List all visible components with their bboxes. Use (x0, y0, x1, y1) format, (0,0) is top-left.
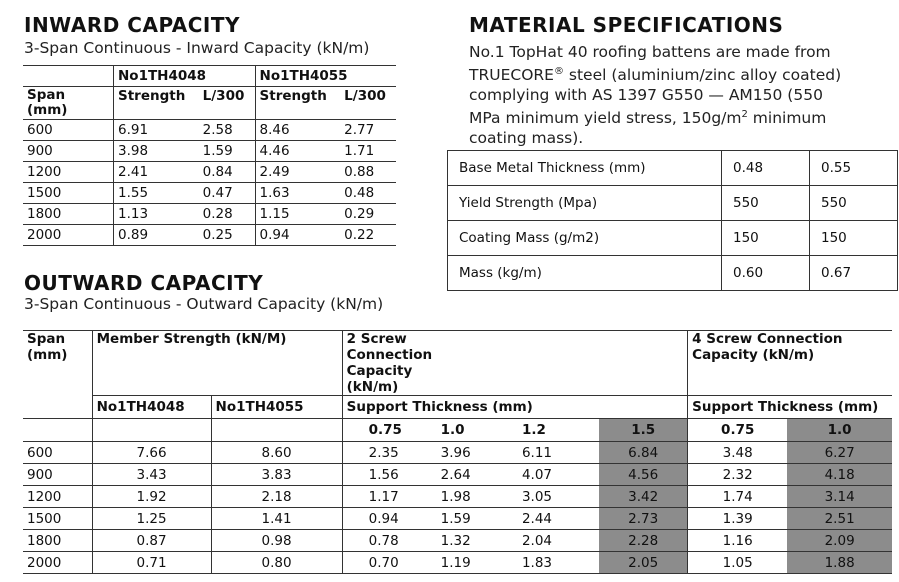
value-cell: 3.43 (92, 464, 211, 486)
table-header-row (23, 396, 892, 419)
table-row (23, 225, 396, 246)
value-cell: 1.13 (114, 204, 199, 225)
span-cell: 1500 (27, 510, 62, 527)
material-specifications-title: MATERIAL SPECIFICATIONS (469, 13, 784, 37)
value-cell: 1.71 (344, 143, 375, 159)
value-cell: 2.44 (521, 510, 552, 527)
table-header-row (23, 87, 396, 120)
two-screw-header-text: 2 Screw Connection Capacity (kN/m) (346, 331, 433, 395)
table-row (448, 221, 898, 256)
span-cell: 1500 (27, 185, 62, 201)
spec-label: Coating Mass (g/m2) (448, 221, 722, 256)
value-cell: 4.07 (521, 466, 552, 483)
value-cell: 2.64 (440, 466, 471, 483)
spec-label: Yield Strength (Mpa) (448, 186, 722, 221)
value-cell: 1.55 (114, 183, 199, 204)
value-cell: 1.88 (787, 552, 892, 574)
value-cell: 1.15 (255, 204, 340, 225)
empty-header-cell (23, 66, 114, 87)
value-cell: 4.56 (599, 464, 687, 486)
support-thickness-header: Support Thickness (mm) (688, 396, 892, 419)
spec-label: Mass (kg/m) (448, 256, 722, 291)
registered-mark: ® (553, 66, 564, 77)
span-cell: 900 (27, 466, 53, 483)
value-cell: 1.63 (255, 183, 340, 204)
value-cell: 3.48 (688, 442, 788, 464)
value-cell: 0.48 (344, 185, 375, 201)
table-row (448, 186, 898, 221)
thickness-15: 1.5 (599, 419, 687, 442)
thickness-10: 1.0 (440, 422, 465, 438)
value-cell: 1.59 (440, 510, 471, 527)
value-cell: 0.22 (344, 227, 375, 243)
value-cell: 1.17 (342, 486, 437, 508)
value-cell: 2.35 (342, 442, 437, 464)
no1th4048-header: No1TH4048 (92, 396, 211, 419)
value-cell: 0.71 (92, 552, 211, 574)
two-screw-header (342, 331, 688, 396)
table-header-row (23, 331, 892, 396)
span-header: Span (mm) (27, 331, 68, 363)
span-header: Span (mm) (27, 87, 68, 118)
value-cell: 2.05 (599, 552, 687, 574)
value-cell: 7.66 (92, 442, 211, 464)
spec-value: 550 (722, 186, 810, 221)
table-row (23, 120, 396, 141)
four-screw-header (688, 331, 892, 396)
empty-header-cell (23, 419, 92, 442)
value-cell: 1.19 (440, 554, 471, 571)
value-cell: 2.41 (114, 162, 199, 183)
material-text-part: minimum coating mass). (469, 109, 827, 148)
material-spec-table (447, 150, 898, 291)
inward-capacity-table (23, 65, 396, 246)
value-cell: 1.74 (688, 486, 788, 508)
value-cell: 1.92 (92, 486, 211, 508)
spec-value: 0.60 (722, 256, 810, 291)
value-cell: 3.05 (521, 488, 552, 505)
spec-value: 550 (810, 186, 898, 221)
span-cell: 1200 (27, 164, 62, 180)
value-cell: 2.51 (787, 508, 892, 530)
outward-capacity-subtitle: 3-Span Continuous - Outward Capacity (kN/m) (24, 295, 384, 313)
table-row (23, 183, 396, 204)
spec-label: Base Metal Thickness (mm) (448, 151, 722, 186)
value-cell: 6.27 (787, 442, 892, 464)
value-cell: 3.42 (599, 486, 687, 508)
value-cell: 3.96 (440, 444, 471, 461)
l300-header: L/300 (344, 88, 386, 104)
value-cell: 1.05 (688, 552, 788, 574)
inward-capacity-subtitle: 3-Span Continuous - Inward Capacity (kN/m) (24, 39, 370, 57)
table-row (23, 442, 892, 464)
value-cell: 0.47 (202, 185, 233, 201)
value-cell: 1.56 (342, 464, 437, 486)
value-cell: 0.87 (92, 530, 211, 552)
table-row (23, 530, 892, 552)
span-cell: 2000 (27, 227, 62, 243)
table-header-row (23, 66, 396, 87)
l300-header: L/300 (202, 88, 245, 104)
value-cell: 2.04 (521, 532, 552, 549)
span-cell: 2000 (27, 554, 62, 571)
group-header-no1th4048: No1TH4048 (114, 66, 256, 87)
value-cell: 3.83 (211, 464, 342, 486)
span-cell: 1800 (27, 532, 62, 549)
value-cell: 1.32 (440, 532, 471, 549)
material-text-part: steel (aluminium/zinc alloy coated) complying with AS 1397 G550 — AM150 (550 MPa minimum yield stress, 150g/m (469, 66, 842, 128)
value-cell: 0.84 (202, 164, 233, 180)
value-cell: 0.88 (344, 164, 375, 180)
value-cell: 0.29 (344, 206, 375, 222)
four-screw-header-text: 4 Screw Connection Capacity (kN/m) (692, 331, 843, 363)
value-cell: 2.77 (344, 122, 375, 138)
spec-value: 0.48 (722, 151, 810, 186)
spec-value: 0.67 (810, 256, 898, 291)
strength-header: Strength (255, 87, 340, 120)
no1th4055-header: No1TH4055 (211, 396, 342, 419)
thickness-075: 0.75 (342, 419, 437, 442)
material-text-part: No.1 TopHat 40 roofing battens are made from TRUECORE (469, 43, 831, 85)
table-row (23, 464, 892, 486)
inward-capacity-title: INWARD CAPACITY (24, 13, 240, 37)
value-cell: 4.18 (787, 464, 892, 486)
thickness-12: 1.2 (521, 422, 546, 438)
span-cell: 600 (27, 122, 53, 138)
table-row (23, 162, 396, 183)
table-row (23, 204, 396, 225)
thickness-header-row (23, 419, 892, 442)
value-cell: 2.09 (787, 530, 892, 552)
value-cell: 6.11 (521, 444, 552, 461)
value-cell: 2.32 (688, 464, 788, 486)
value-cell: 2.58 (202, 122, 233, 138)
value-cell: 1.25 (92, 508, 211, 530)
value-cell: 0.98 (211, 530, 342, 552)
value-cell: 0.94 (255, 225, 340, 246)
superscript-two: 2 (741, 109, 748, 121)
outward-capacity-title: OUTWARD CAPACITY (24, 271, 264, 295)
value-cell: 4.46 (255, 141, 340, 162)
strength-header: Strength (114, 87, 199, 120)
table-row (23, 552, 892, 574)
value-cell: 2.18 (211, 486, 342, 508)
span-cell: 900 (27, 143, 53, 159)
material-description (469, 42, 849, 148)
support-thickness-header: Support Thickness (mm) (342, 396, 688, 419)
value-cell: 0.94 (342, 508, 437, 530)
span-cell: 1800 (27, 206, 62, 222)
span-cell: 600 (27, 444, 53, 461)
value-cell: 6.91 (114, 120, 199, 141)
table-row (448, 256, 898, 291)
value-cell: 1.16 (688, 530, 788, 552)
outward-capacity-table (23, 330, 892, 574)
table-row (23, 486, 892, 508)
group-header-no1th4055: No1TH4055 (255, 66, 396, 87)
value-cell: 1.98 (440, 488, 471, 505)
value-cell: 3.98 (114, 141, 199, 162)
value-cell: 1.83 (521, 554, 552, 571)
empty-header-cell (92, 419, 211, 442)
value-cell: 6.84 (599, 442, 687, 464)
value-cell: 2.28 (599, 530, 687, 552)
table-row (448, 151, 898, 186)
spec-value: 150 (722, 221, 810, 256)
value-cell: 0.25 (202, 227, 233, 243)
value-cell: 1.39 (688, 508, 788, 530)
value-cell: 1.41 (211, 508, 342, 530)
value-cell: 2.73 (599, 508, 687, 530)
value-cell: 3.14 (787, 486, 892, 508)
value-cell: 1.59 (202, 143, 233, 159)
thickness-10: 1.0 (787, 419, 892, 442)
value-cell: 2.49 (255, 162, 340, 183)
value-cell: 8.46 (255, 120, 340, 141)
value-cell: 0.80 (211, 552, 342, 574)
value-cell: 0.28 (202, 206, 233, 222)
table-row (23, 141, 396, 162)
spec-value: 150 (810, 221, 898, 256)
value-cell: 8.60 (211, 442, 342, 464)
thickness-075: 0.75 (688, 419, 788, 442)
span-cell: 1200 (27, 488, 62, 505)
spec-value: 0.55 (810, 151, 898, 186)
value-cell: 0.89 (114, 225, 199, 246)
member-strength-header: Member Strength (kN/M) (92, 331, 342, 396)
value-cell: 0.70 (342, 552, 437, 574)
value-cell: 0.78 (342, 530, 437, 552)
table-row (23, 508, 892, 530)
empty-header-cell (211, 419, 342, 442)
